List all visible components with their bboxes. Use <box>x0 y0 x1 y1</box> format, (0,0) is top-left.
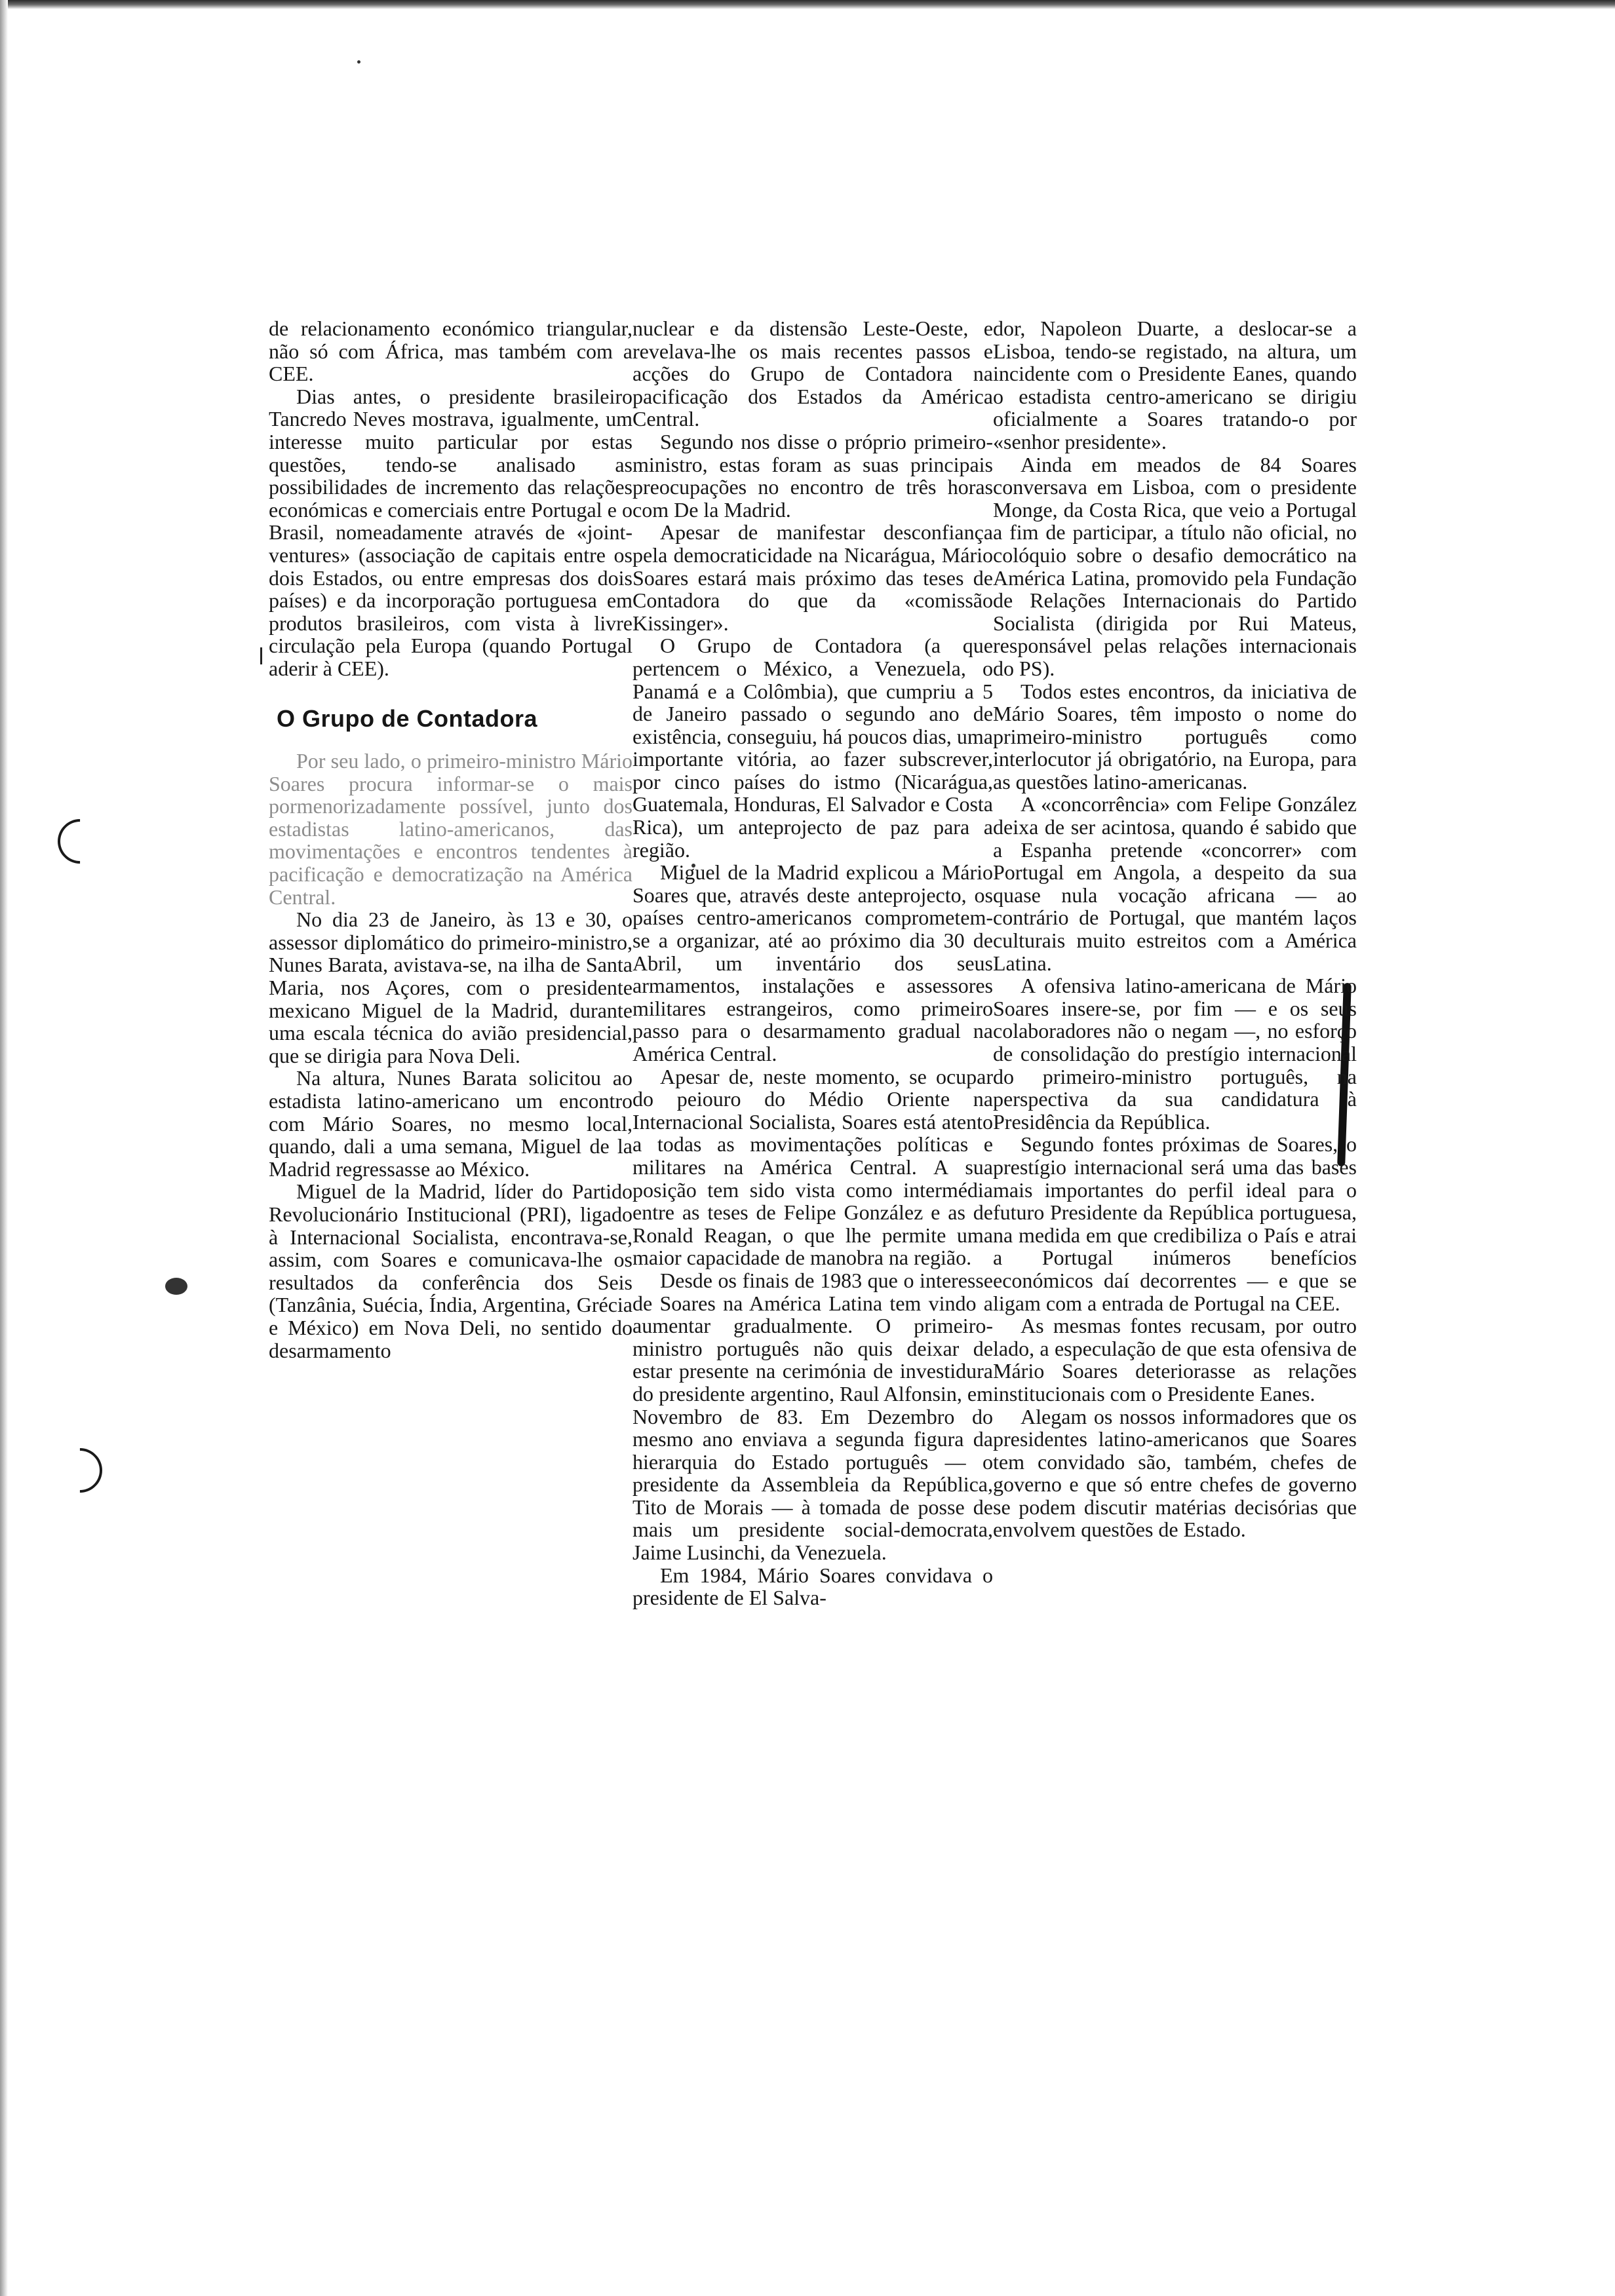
scan-left-edge <box>0 0 8 2296</box>
column1-paragraph: Miguel de la Madrid, líder do Partido Revolucionário Institucional (PRI), ligado à Internacional Socialista, encontrava-se, assim, com Soares e comunicava-lhe os resultados da conferência dos Seis (Tanzânia, Suécia, Índia, Argentina, Grécia e México) em Nova Deli, no sentido do desarmamento <box>269 1179 632 1362</box>
column2-paragraph: Em 1984, Mário Soares convidava o presidente de El Salva- <box>632 1563 993 1610</box>
column3-paragraph: dor, Napoleon Duarte, a deslocar-se a Lisboa, tendo-se registado, na altura, um incidente com o Presidente Eanes, quando o estadista centro-americano se dirigiu oficialmente a Soares tratando-o por «senhor presidente». <box>993 316 1357 453</box>
article-column-3 <box>993 317 1357 1541</box>
column3-paragraph: A «concorrência» com Felipe González deixa de ser acintosa, quando é sabido que a Espanha pretende «concorrer» com Portugal em Angola, a despeito da sua quase nula vocação africana — ao contrário de Portugal, que mantém laços culturais muito estreitos com a América Latina. <box>993 792 1357 975</box>
column2-paragraph: Miguel de la Madrid explicou a Mário Soares que, através deste anteprojecto, os países centro-americanos comprometem-se a organizar, até ao próximo dia 30 de Abril, um inventário dos seus armamentos, instalações e assessores militares estrangeiros, como primeiro passo para o desarmamento gradual na América Central. <box>632 860 993 1065</box>
ink-blot <box>165 1278 187 1295</box>
column2-paragraph: Segundo nos disse o próprio primeiro-ministro, estas foram as suas principais preocupações no encontro de três horas com De la Madrid. <box>632 429 993 522</box>
column3-paragraph: Ainda em meados de 84 Soares conversava em Lisboa, com o presidente Monge, da Costa Rica, que veio a Portugal a fim de participar, a título não oficial, no colóquio sobre o desafio democrático na América Latina, promovido pela Fundação de Relações Internacionais do Partido Socialista (dirigida por Rui Mateus, responsável pelas relações internacionais do PS). <box>993 452 1357 680</box>
margin-pen-mark <box>260 647 262 664</box>
column1-paragraph: Na altura, Nunes Barata solicitou ao estadista latino-americano um encontro com Mário Soares, no mesmo local, quando, dali a uma semana, Miguel de la Madrid regressasse ao México. <box>269 1066 632 1181</box>
article-column-1 <box>269 317 632 1362</box>
column1-paragraph: No dia 23 de Janeiro, às 13 e 30, o assessor diplomático do primeiro-ministro, Nunes Barata, avistava-se, na ilha de Santa Maria, nos Açores, com o presidente mexicano Miguel de la Madrid, durante uma escala técnica do avião presidencial, que se dirigia para Nova Deli. <box>269 908 632 1067</box>
column2-paragraph: Desde os finais de 1983 que o interesse de Soares na América Latina tem vindo a aumentar gradualmente. O primeiro-ministro português não quis deixar de estar presente na cerimónia de investidura do presidente argentino, Raul Alfonsin, em Novembro de 83. Em Dezembro do mesmo ano enviava a segunda figura da hierarquia do Estado português — o presidente da Assembleia da República, Tito de Morais — à tomada de posse de mais um presidente social-democrata, Jaime Lusinchi, da Venezuela. <box>632 1268 993 1565</box>
punch-hole-upper <box>49 810 111 873</box>
punch-hole-lower <box>49 1439 111 1502</box>
column3-paragraph: Alegam os nossos informadores que os presidentes latino-americanos que Soares tem convidado são, também, chefes de governo e que só entre chefes de governo se podem discutir matérias decisórias que envolvem questões de Estado. <box>993 1404 1357 1542</box>
scan-speck <box>357 60 360 64</box>
column2-paragraph: nuclear e da distensão Leste-Oeste, e revelava-lhe os mais recentes passos e acções do Grupo de Contadora na pacificação dos Estados da América Central. <box>632 316 993 431</box>
section-heading: O Grupo de Contadora <box>277 704 538 732</box>
article-column-2 <box>632 317 993 1609</box>
column1-paragraph: Dias antes, o presidente brasileiro Tancredo Neves mostrava, igualmente, um interesse muito particular por estas questões, tendo-se analisado as possibilidades de incremento das relações económicas e comerciais entre Portugal e o Brasil, nomeadamente através de «joint-ventures» (associação de capitais entre os dois Estados, ou entre empresas dos dois países) e da incorporação portuguesa em produtos brasileiros, com vista à livre circulação pela Europa (quando Portugal aderir à CEE). <box>269 384 632 680</box>
column1-paragraph: de relacionamento económico triangular, não só com África, mas também com a CEE. <box>269 316 632 386</box>
column2-paragraph: Apesar de, neste momento, se ocupar do peiouro do Médio Oriente na Internacional Socialista, Soares está atento a todas as movimentações políticas e militares na América Central. A sua posição tem sido vista como intermédia entre as teses de Felipe González e as de Ronald Reagan, o que lhe permite uma maior capacidade de manobra na região. <box>632 1064 993 1270</box>
column2-paragraph: O Grupo de Contadora (a que pertencem o México, a Venezuela, o Panamá e a Colômbia), que cumpriu a 5 de Janeiro passado o segundo ano de existência, conseguiu, há poucos dias, uma importante vitória, ao fazer subscrever, por cinco países do istmo (Nicarágua, Guatemala, Honduras, El Salvador e Costa Rica), um anteprojecto de paz para a região. <box>632 634 993 862</box>
column2-paragraph: Apesar de manifestar desconfiança pela democraticidade na Nicarágua, Mário Soares estará mais próximo das teses de Contadora do que da «comissão Kissinger». <box>632 520 993 635</box>
column1-paragraph: Por seu lado, o primeiro-ministro Mário Soares procura informar-se o mais pormenorizadamente possível, junto dos estadistas latino-americanos, das movimentações e encontros tendentes à pacificação e democratização na América Central. <box>269 749 632 909</box>
column3-paragraph: A ofensiva latino-americana de Mário Soares insere-se, por fim — e os seus colaboradores não o negam —, no esforço de consolidação do prestígio internacional do primeiro-ministro português, na perspectiva da sua candidatura à Presidência da República. <box>993 974 1357 1134</box>
column3-paragraph: Todos estes encontros, da iniciativa de Mário Soares, têm imposto o nome do primeiro-ministro português como interlocutor já obrigatório, na Europa, para as questões latino-americanas. <box>993 679 1357 794</box>
column3-paragraph: As mesmas fontes recusam, por outro lado, a especulação de que esta ofensiva de Mário Soares deteriorasse as relações institucionais com o Presidente Eanes. <box>993 1314 1357 1406</box>
column3-paragraph: Segundo fontes próximas de Soares, o prestígio internacional será uma das bases mais importantes do perfil ideal para o futuro Presidente da República portuguesa, na medida em que credibiliza o País e atrai a Portugal inúmeros benefícios económicos daí decorrentes — e que se ligam com a entrada de Portugal na CEE. <box>993 1132 1357 1315</box>
scan-top-edge <box>0 0 1615 9</box>
